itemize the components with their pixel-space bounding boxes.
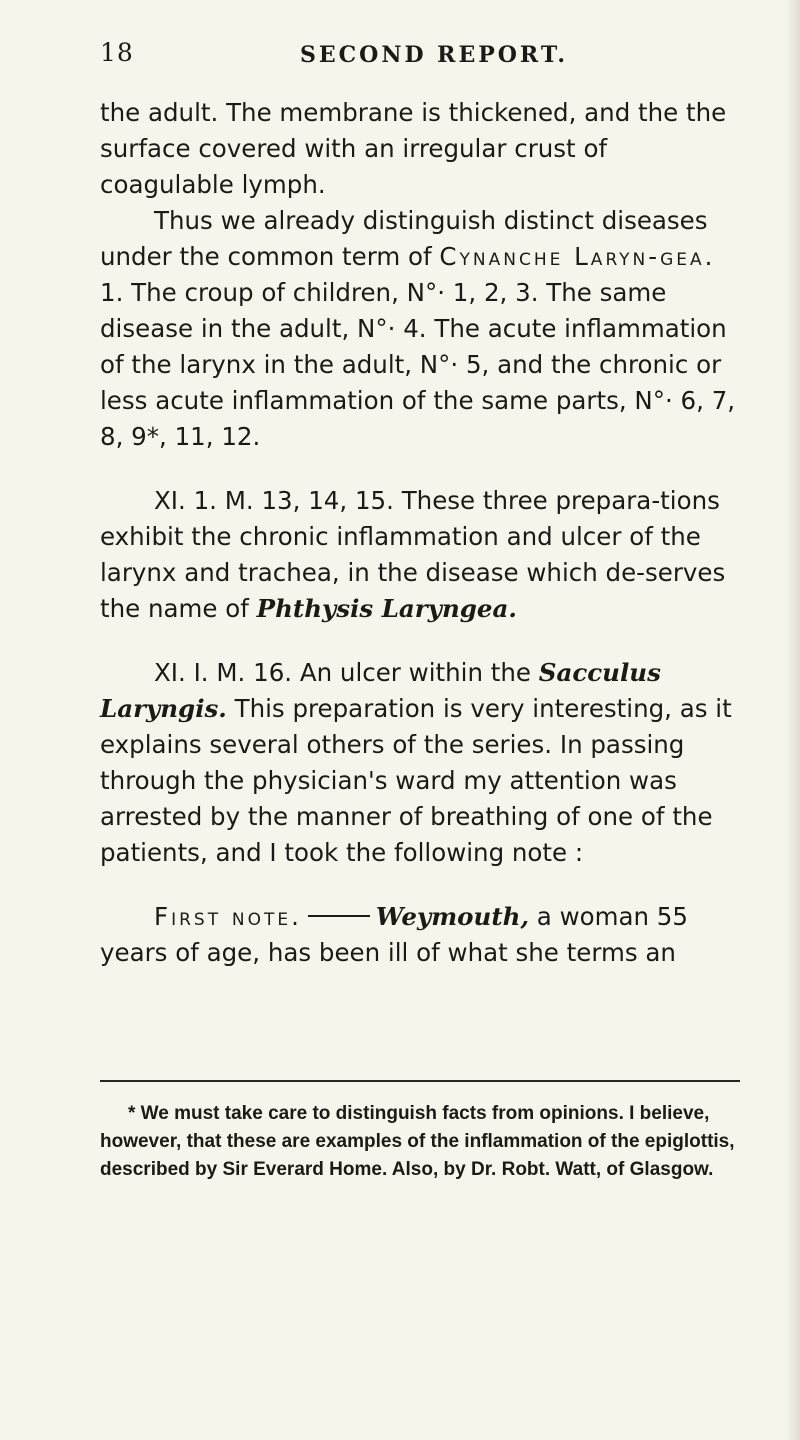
body-text (100, 95, 745, 971)
paragraph-3 (100, 483, 745, 627)
page-number: 18 (100, 38, 134, 67)
paragraph-2-end: 1. The croup of children, N°· 1, 2, 3. The same disease in the adult, N°· 4. The acute inflammation of the larynx in the adult, N°· 5, and the chronic or less acute inflammation of the same parts, N°· 6, 7, 8, 9*, 11, 12. (100, 278, 736, 451)
footnote-text: * We must take care to distinguish facts from opinions. I believe, however, that these are examples of the inflammation of the epiglottis, described by Sir Everard Home. Also, by Dr. Robt. Watt, of Glasgow. (100, 1103, 735, 1180)
paragraph-4-start: XI. I. M. 16. An ulcer within the (154, 658, 539, 687)
paragraph-5-end: a woman 55 years of age, has been ill of what she terms an (100, 902, 688, 967)
paragraph-4 (100, 655, 745, 871)
paragraph-5 (100, 899, 745, 971)
paragraph-2 (100, 203, 745, 455)
disease-term: Cynanche Laryn-gea. (439, 242, 716, 271)
paragraph-1: the adult. The membrane is thickened, and the the surface covered with an irregular crust of coagulable lymph. (100, 98, 727, 199)
phthysis-term: Phthysis Laryngea. (256, 594, 517, 623)
sacculus-term: Sacculus Laryngis. (100, 658, 661, 723)
em-dash-rule (308, 915, 370, 917)
page-header (100, 38, 740, 82)
first-note-label: First note. (154, 902, 302, 931)
footnote (100, 1100, 750, 1184)
page-edge-shadow (786, 0, 800, 1440)
paragraph-4-end: This preparation is very interesting, as it explains several others of the series. In passing through the physician's ward my attention was arrested by the manner of breathing of one of the patients, and I took the following note : (100, 694, 732, 867)
paragraph-3-start: XI. 1. M. 13, 14, 15. These three prepara-tions exhibit the chronic inflammation and ulcer of the larynx and trachea, in the disease which de-serves the name of (100, 486, 726, 623)
running-head: SECOND REPORT. (300, 42, 569, 68)
footnote-rule (100, 1080, 740, 1082)
paragraph-2-start: Thus we already distinguish distinct diseases under the common term of (100, 206, 708, 271)
weymouth-name: Weymouth, (375, 902, 529, 931)
